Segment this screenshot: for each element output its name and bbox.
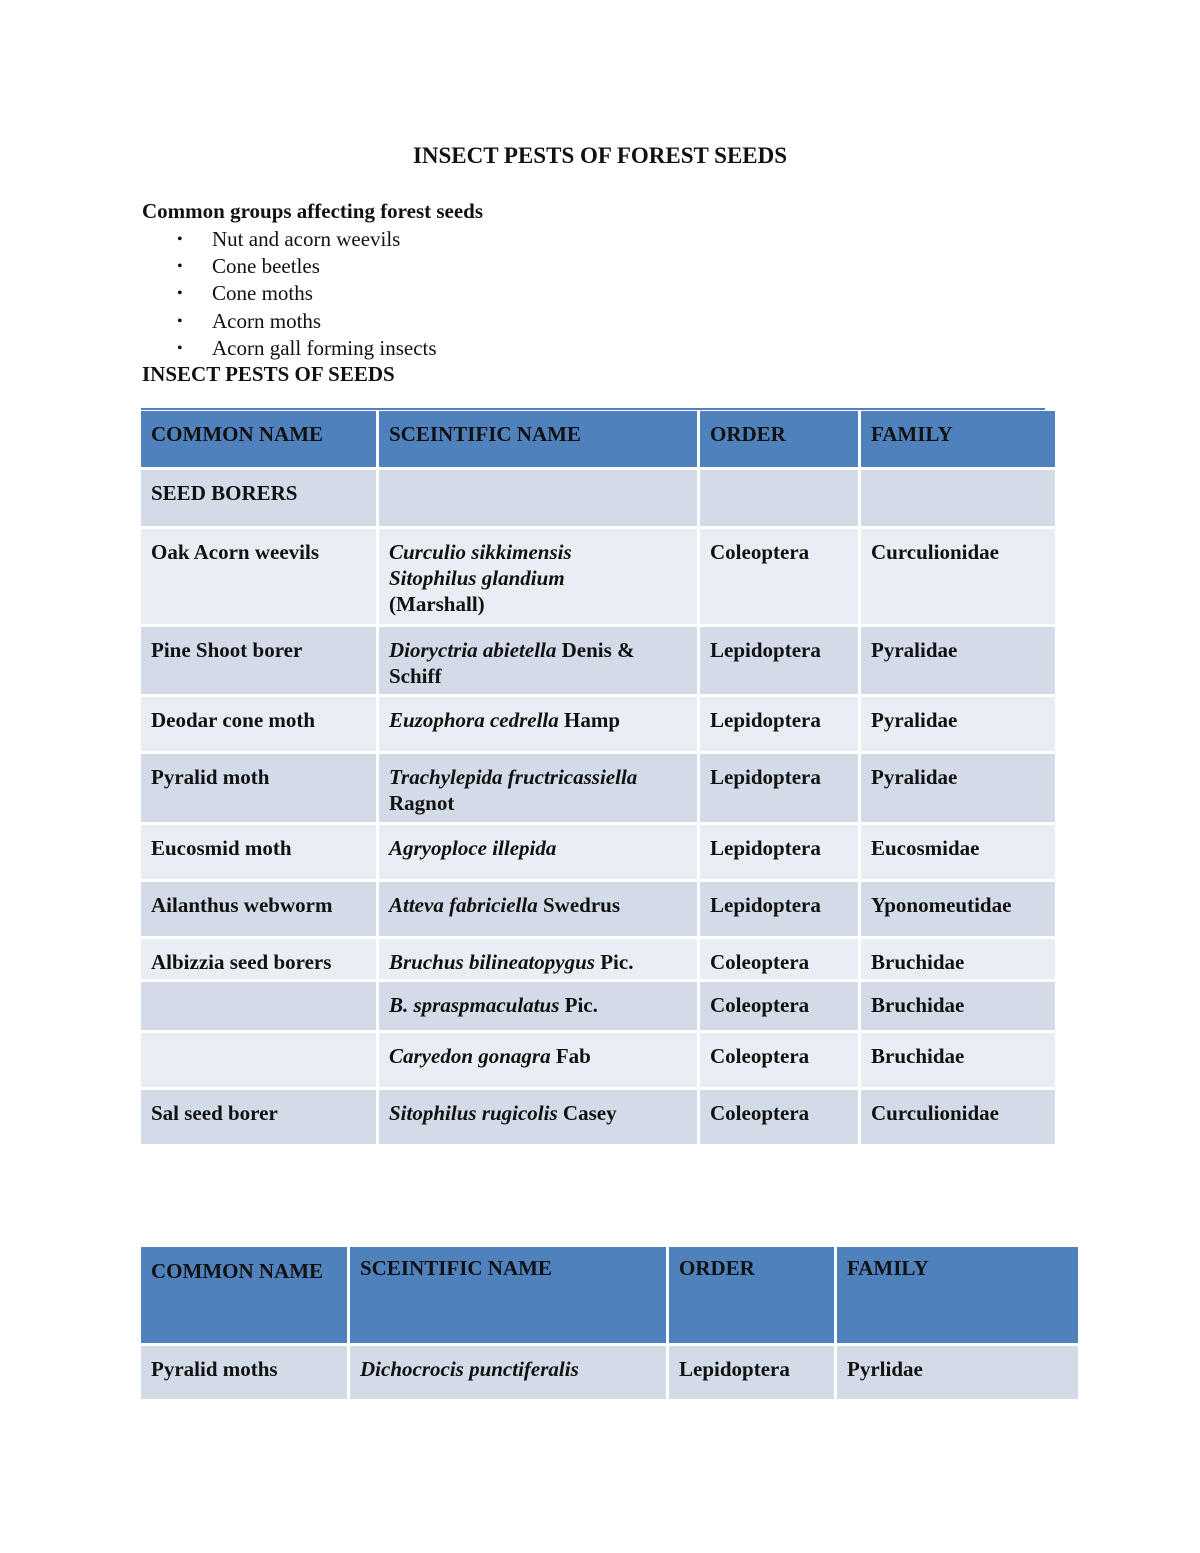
cell-family: Yponomeutidae	[861, 879, 1055, 936]
scientific-binomial: Curculio sikkimensis Sitophilus glandium	[389, 540, 572, 590]
cell-order: Lepidoptera	[669, 1343, 834, 1399]
table-row	[141, 979, 1055, 1030]
cell-scientific-name	[379, 624, 697, 694]
cell-family	[861, 467, 1055, 526]
seed-pests-table	[138, 411, 1058, 1144]
cell-scientific-name	[379, 1087, 697, 1144]
table-row	[141, 1343, 1078, 1399]
header-order: ORDER	[669, 1247, 834, 1343]
cell-common-name: SEED BORERS	[141, 467, 376, 526]
header-scientific-name: SCEINTIFIC NAME	[350, 1247, 666, 1343]
scientific-authority: Fab	[550, 1044, 591, 1068]
bullet-icon: •	[177, 258, 183, 276]
list-item	[142, 335, 437, 362]
cell-scientific-name	[379, 751, 697, 822]
bullet-icon: •	[177, 312, 183, 330]
list-item-label: Cone moths	[212, 281, 313, 306]
groups-list	[142, 226, 437, 362]
cell-family: Pyralidae	[861, 624, 1055, 694]
header-order: ORDER	[700, 411, 858, 467]
scientific-binomial: Sitophilus rugicolis	[389, 1101, 558, 1125]
cell-scientific-name	[379, 1030, 697, 1087]
table-row	[141, 526, 1055, 624]
header-family: FAMILY	[861, 411, 1055, 467]
cell-order: Coleoptera	[700, 979, 858, 1030]
cell-scientific-name	[379, 467, 697, 526]
cell-family: Bruchidae	[861, 936, 1055, 979]
header-common-name: COMMON NAME	[141, 411, 376, 467]
cell-common-name: Pyralid moth	[141, 751, 376, 822]
scientific-binomial: Agryoploce illepida	[389, 836, 557, 860]
cell-scientific-name	[379, 694, 697, 751]
header-family: FAMILY	[837, 1247, 1078, 1343]
cell-common-name: Albizzia seed borers	[141, 936, 376, 979]
page-title: INSECT PESTS OF FOREST SEEDS	[412, 143, 788, 168]
cell-common-name: Ailanthus webworm	[141, 879, 376, 936]
section-heading: INSECT PESTS OF SEEDS	[142, 362, 395, 386]
scientific-binomial: Dichocrocis punctiferalis	[360, 1357, 579, 1381]
cell-order	[700, 467, 858, 526]
table-row	[141, 467, 1055, 526]
table-row	[141, 694, 1055, 751]
list-item	[142, 253, 437, 280]
bullet-icon: •	[177, 231, 183, 248]
table-top-rule	[141, 408, 1045, 410]
cell-common-name: Oak Acorn weevils	[141, 526, 376, 624]
scientific-binomial: Caryedon gonagra	[389, 1044, 551, 1068]
cell-order: Coleoptera	[700, 1030, 858, 1087]
cell-order: Coleoptera	[700, 936, 858, 979]
scientific-authority: Pic.	[559, 993, 598, 1017]
scientific-authority: (Marshall)	[389, 592, 485, 616]
list-item	[142, 226, 437, 253]
scientific-binomial: B. spraspmaculatus	[389, 993, 560, 1017]
table-row	[141, 879, 1055, 936]
bullet-icon: •	[177, 285, 183, 303]
list-item-label: Acorn gall forming insects	[212, 335, 437, 360]
table-row	[141, 624, 1055, 694]
scientific-authority: Hamp	[558, 708, 621, 732]
cell-order: Lepidoptera	[700, 694, 858, 751]
cell-scientific-name	[379, 879, 697, 936]
moth-pests-table	[138, 1247, 1081, 1399]
cell-common-name: Deodar cone moth	[141, 694, 376, 751]
table-row	[141, 822, 1055, 879]
cell-order: Lepidoptera	[700, 822, 858, 879]
cell-order: Lepidoptera	[700, 624, 858, 694]
header-common-name: COMMON NAME	[141, 1247, 347, 1343]
cell-common-name	[141, 1030, 376, 1087]
scientific-authority: Swedrus	[537, 893, 620, 917]
scientific-binomial: Dioryctria abietella	[389, 638, 557, 662]
scientific-authority: Casey	[557, 1101, 617, 1125]
list-item-label: Nut and acorn weevils	[212, 227, 401, 251]
scientific-binomial: Bruchus bilineatopygus	[389, 950, 595, 974]
cell-family: Pyralidae	[861, 694, 1055, 751]
cell-common-name	[141, 979, 376, 1030]
cell-scientific-name	[379, 979, 697, 1030]
cell-scientific-name	[379, 822, 697, 879]
cell-common-name: Pyralid moths	[141, 1343, 347, 1399]
cell-family: Bruchidae	[861, 979, 1055, 1030]
cell-order: Lepidoptera	[700, 751, 858, 822]
table-row	[141, 1087, 1055, 1144]
cell-order: Coleoptera	[700, 1087, 858, 1144]
cell-family: Eucosmidae	[861, 822, 1055, 879]
list-item-label: Cone beetles	[212, 254, 320, 279]
cell-family: Bruchidae	[861, 1030, 1055, 1087]
cell-common-name: Sal seed borer	[141, 1087, 376, 1144]
scientific-authority: Pic.	[594, 950, 634, 974]
scientific-authority: Denis & Schiff	[389, 638, 635, 688]
cell-order: Coleoptera	[700, 526, 858, 624]
scientific-binomial: Euzophora cedrella	[389, 708, 559, 732]
cell-family: Pyrlidae	[837, 1343, 1078, 1399]
scientific-binomial: Atteva fabriciella	[389, 893, 538, 917]
table-row	[141, 751, 1055, 822]
cell-family: Pyralidae	[861, 751, 1055, 822]
cell-family: Curculionidae	[861, 1087, 1055, 1144]
cell-common-name: Pine Shoot borer	[141, 624, 376, 694]
header-scientific-name: SCEINTIFIC NAME	[379, 411, 697, 467]
scientific-authority: Ragnot	[389, 791, 455, 815]
cell-scientific-name	[379, 936, 697, 979]
cell-common-name: Eucosmid moth	[141, 822, 376, 879]
cell-scientific-name	[350, 1343, 666, 1399]
cell-scientific-name	[379, 526, 697, 624]
scientific-binomial: Trachylepida fructricassiella	[389, 765, 638, 789]
cell-family: Curculionidae	[861, 526, 1055, 624]
list-item	[142, 308, 437, 335]
list-item	[142, 280, 437, 307]
table-row	[141, 1030, 1055, 1087]
cell-order: Lepidoptera	[700, 879, 858, 936]
table-header-row	[141, 411, 1055, 467]
table-header-row	[141, 1247, 1078, 1343]
table-row	[141, 936, 1055, 979]
list-item-label: Acorn moths	[212, 308, 322, 333]
groups-heading: Common groups affecting forest seeds	[142, 199, 484, 223]
bullet-icon: •	[177, 339, 183, 357]
